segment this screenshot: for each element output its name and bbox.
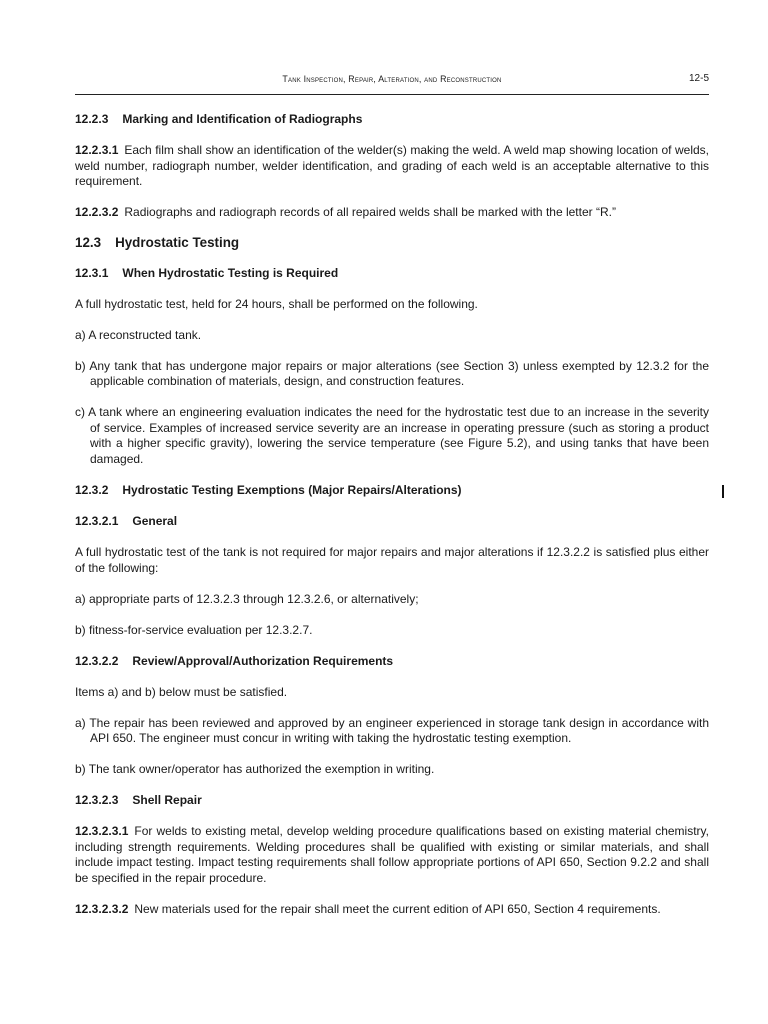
section-number: 12.3.2.2	[75, 653, 119, 668]
section-number: 12.3.1	[75, 265, 109, 280]
section-title: General	[132, 514, 178, 529]
running-header	[75, 74, 709, 95]
change-bar-marker	[722, 485, 724, 498]
paragraph-intro: A full hydrostatic test of the tank is not required for major repairs and major alterations if 12.3.2.2 is satisfied plus either of the following:	[75, 545, 709, 575]
list-item: b) fitness-for-service evaluation per 12.3.2.7.	[75, 622, 313, 637]
running-title: Tank Inspection, Repair, Alteration, and Reconstruction	[282, 74, 502, 84]
section-number: 12.3.2.3	[75, 793, 119, 808]
paragraph-intro: A full hydrostatic test, held for 24 hours, shall be performed on the following.	[75, 296, 478, 311]
document-body	[75, 112, 709, 917]
section-number: 12.2.3	[75, 112, 109, 126]
section-title: Review/Approval/Authorization Requirements	[132, 653, 394, 668]
section-number: 12.3.2	[75, 483, 109, 498]
list-item: b) The tank owner/operator has authorized the exemption in writing.	[75, 762, 435, 777]
heading-12-3-2	[75, 483, 709, 499]
paragraph-text: Radiographs and radiograph records of all repaired welds shall be marked with the letter “R.”	[124, 205, 616, 220]
heading-12-3-2-1	[75, 514, 709, 530]
heading-12-3-2-2	[75, 654, 709, 670]
section-title: When Hydrostatic Testing is Required	[122, 265, 339, 280]
heading-12-3	[75, 235, 709, 251]
paragraph-text: For welds to existing metal, develop welding procedure qualifications based on existing material chemistry, including strength requirements. Welding procedures shall be qualified with existing or similar materials, and shall include impact testing. Impact testing requirements shall follow appropriate portions of API 650, Section 9.2.2 and shall be specified in the repair procedure.	[75, 824, 709, 885]
paragraph-12-3-2-3-2	[75, 902, 709, 918]
paragraph-number: 12.2.3.1	[75, 142, 119, 157]
paragraph-12-2-3-1	[75, 143, 709, 190]
paragraph-number: 12.2.3.2	[75, 205, 119, 220]
heading-12-3-1	[75, 266, 709, 282]
list-item: a) A reconstructed tank.	[75, 327, 202, 342]
list-item: a) appropriate parts of 12.3.2.3 through 12.3.2.6, or alternatively;	[75, 591, 419, 606]
section-title: Hydrostatic Testing Exemptions (Major Repairs/Alterations)	[122, 483, 462, 498]
section-title: Hydrostatic Testing	[115, 234, 240, 250]
section-number: 12.3	[75, 234, 102, 250]
list-item: b) Any tank that has undergone major repairs or major alterations (see Section 3) unless exempted by 12.3.2 for the applicable combination of materials, design, and construction features.	[75, 358, 709, 389]
heading-12-2-3	[75, 112, 709, 128]
paragraph-number: 12.3.2.3.1	[75, 824, 129, 839]
list-item: c) A tank where an engineering evaluation indicates the need for the hydrostatic test due to an increase in the severity of service. Examples of increased service severity are an increase in operating pressure (such as storing a product with a higher specific gravity), lowering the service temperature (see Figure 5.2), and using tanks that have been damaged.	[75, 405, 709, 467]
paragraph-12-2-3-2	[75, 205, 709, 221]
page-number: 12-5	[688, 73, 709, 84]
paragraph-number: 12.3.2.3.2	[75, 901, 129, 916]
paragraph-text: Each film shall show an identification of the welder(s) making the weld. A weld map showing location of welds, weld number, radiograph number, welder identification, and grading of each weld is an acceptable alternative to this requirement.	[75, 142, 709, 189]
paragraph-text: New materials used for the repair shall meet the current edition of API 650, Section 4 requirements.	[134, 901, 661, 916]
section-number: 12.3.2.1	[75, 514, 119, 529]
paragraph-12-3-2-3-1	[75, 824, 709, 886]
section-title: Shell Repair	[132, 793, 202, 808]
list-item: a) The repair has been reviewed and approved by an engineer experienced in storage tank design in accordance with API 650. The engineer must concur in writing with taking the hydrostatic testing exemption.	[75, 715, 709, 746]
heading-12-3-2-3	[75, 793, 709, 809]
paragraph-intro: Items a) and b) below must be satisfied.	[75, 684, 288, 699]
section-title: Marking and Identification of Radiographs	[122, 112, 363, 126]
